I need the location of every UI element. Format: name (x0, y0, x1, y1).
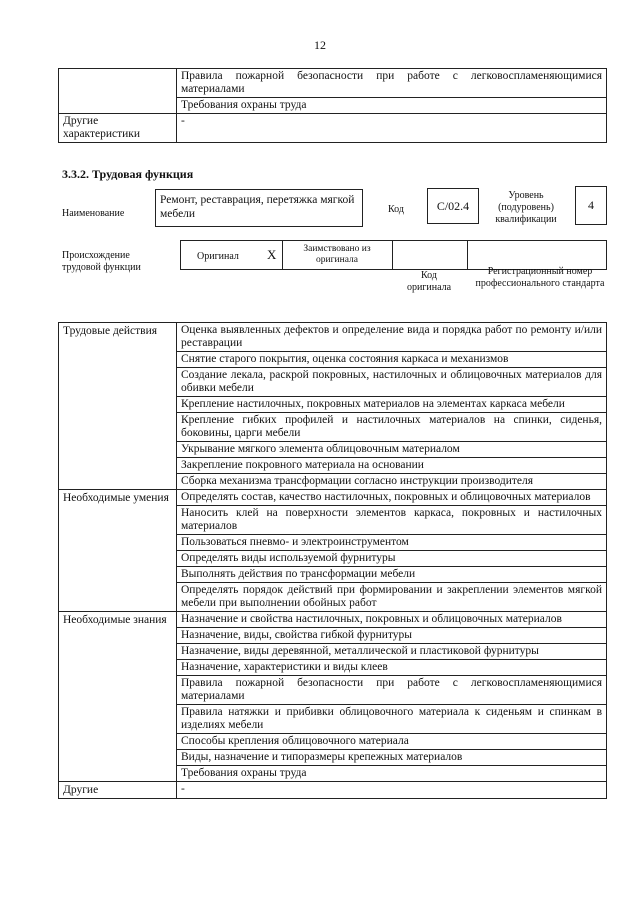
table-cell: Закрепление покровного материала на основании (177, 458, 607, 474)
table-cell: Требования охраны труда (177, 766, 607, 782)
original-label: Оригинал (197, 251, 239, 262)
table-cell: Наносить клей на поверхности элементов каркаса, покровных и настилочных материалов (177, 506, 607, 535)
code-label: Код (388, 204, 404, 215)
row-value: Правила пожарной безопасности при работе с легковоспламеняющимися материалами (177, 69, 607, 98)
level-label: Уровень (подуровень) квалификации (495, 190, 557, 225)
table-row (59, 323, 607, 352)
table-cell: Назначение, виды деревянной, металлической и пластиковой фурнитуры (177, 644, 607, 660)
table-row (59, 782, 607, 799)
main-table (58, 322, 607, 799)
table-cell: - (177, 782, 607, 799)
origin-divider-1 (282, 241, 283, 269)
table-cell: Крепление настилочных, покровных материалов на элементах каркаса мебели (177, 397, 607, 413)
row-label: Другие характеристики (59, 114, 177, 143)
original-mark: X (267, 247, 277, 262)
table-cell: Выполнять действия по трансформации мебели (177, 567, 607, 583)
borrowed-label: Заимствовано из оригинала (303, 244, 371, 265)
table-row (59, 612, 607, 628)
table-cell: Определять порядок действий при формировании и закреплении элементов мягкой мебели при выполнении обойных работ (177, 583, 607, 612)
code-caption: Код оригинала (406, 270, 452, 293)
row-value: - (177, 114, 607, 143)
name-label: Наименование (62, 208, 125, 219)
table-cell: Определять состав, качество настилочных, покровных и облицовочных материалов (177, 490, 607, 506)
row-value: Требования охраны труда (177, 98, 607, 114)
level-value-box (575, 186, 607, 225)
level-value: 4 (588, 198, 594, 212)
table-cell: Пользоваться пневмо- и электроинструментом (177, 535, 607, 551)
row-label (59, 69, 177, 114)
origin-divider-2 (392, 241, 393, 269)
table-cell: Снятие старого покрытия, оценка состояния каркаса и механизмов (177, 352, 607, 368)
group-label: Необходимые знания (59, 612, 177, 782)
name-value-box (155, 189, 363, 227)
table-cell: Назначение и свойства настилочных, покровных и облицовочных материалов (177, 612, 607, 628)
table-cell: Крепление гибких профилей и настилочных материалов на спинки, сиденья, боковины, царги мебели (177, 413, 607, 442)
table-cell: Назначение, виды, свойства гибкой фурнитуры (177, 628, 607, 644)
table-cell: Правила пожарной безопасности при работе с легковоспламеняющимися материалами (177, 676, 607, 705)
table-cell: Способы крепления облицовочного материала (177, 734, 607, 750)
table-cell: Создание лекала, раскрой покровных, настилочных и облицовочных материалов для обивки мебели (177, 368, 607, 397)
table-cell: Оценка выявленных дефектов и определение вида и порядка работ по ремонту и/или реставрации (177, 323, 607, 352)
table-cell: Определять виды используемой фурнитуры (177, 551, 607, 567)
table-row (59, 490, 607, 506)
code-value: C/02.4 (436, 199, 470, 213)
table-cell: Виды, назначение и типоразмеры крепежных материалов (177, 750, 607, 766)
table-row (59, 69, 607, 98)
group-label: Трудовые действия (59, 323, 177, 490)
table-cell: Правила натяжки и прибивки облицовочного материала к сиденьям и спинкам в изделиях мебели (177, 705, 607, 734)
group-label: Необходимые умения (59, 490, 177, 612)
name-value: Ремонт, реставрация, перетяжка мягкой мебели (160, 194, 355, 220)
origin-divider-3 (467, 241, 468, 269)
table-row (59, 114, 607, 143)
table-cell: Сборка механизма трансформации согласно инструкции производителя (177, 474, 607, 490)
origin-label: Происхождение трудовой функции (62, 250, 141, 273)
group-label: Другие (59, 782, 177, 799)
top-table (58, 68, 607, 143)
reg-caption: Регистрационный номер профессионального стандарта (475, 266, 605, 289)
table-cell: Укрывание мягкого элемента облицовочным материалом (177, 442, 607, 458)
section-title: 3.3.2. Трудовая функция (62, 167, 194, 181)
page-number: 12 (314, 38, 326, 52)
table-cell: Назначение, характеристики и виды клеев (177, 660, 607, 676)
code-value-box (427, 188, 479, 224)
